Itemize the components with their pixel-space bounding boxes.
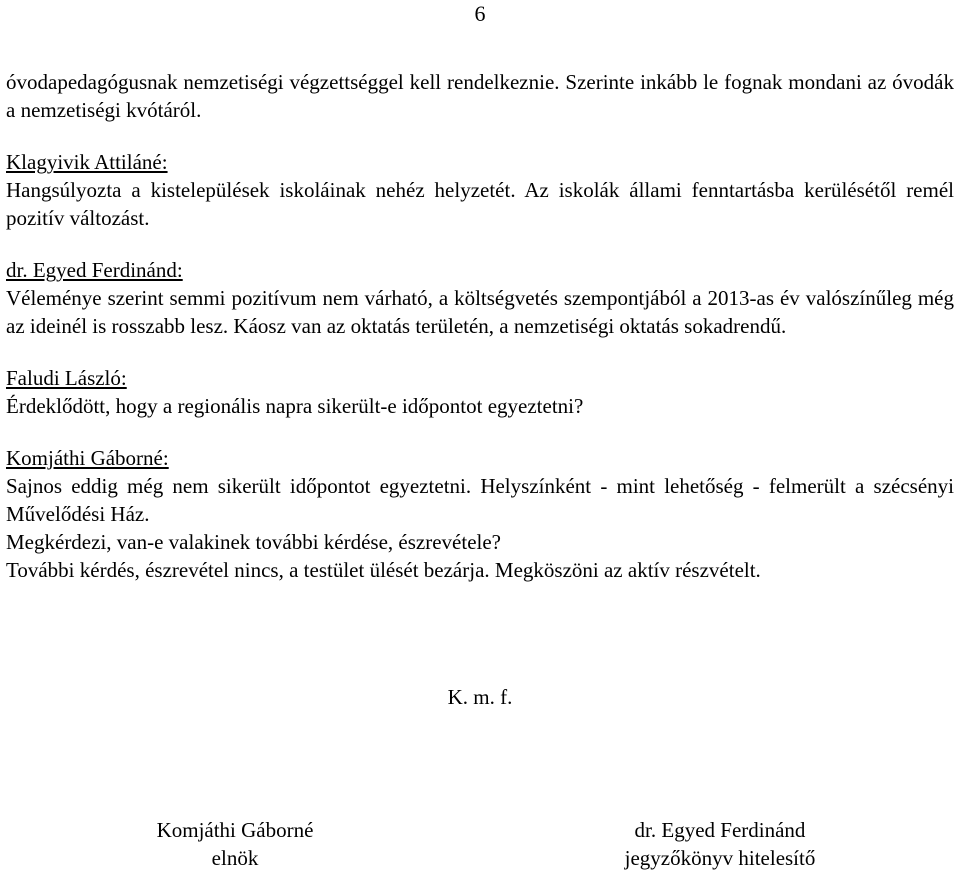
paragraph-school-situation: Hangsúlyozta a kistelepülések iskoláinak nehéz helyzetét. Az iskolák állami fenntartásba kerülésétől remél pozitív változást. bbox=[6, 178, 954, 230]
block-egyed bbox=[6, 256, 954, 340]
paragraph-venue-answer: Sajnos eddig még nem sikerült időpontot egyeztetni. Helyszínként - mint lehetőség - felmerült a szécsényi Művelődési Ház. bbox=[6, 474, 954, 526]
closing-formula: K. m. f. bbox=[447, 685, 513, 709]
signatory-role: jegyzőkönyv hitelesítő bbox=[624, 846, 816, 870]
block-intro bbox=[6, 68, 954, 124]
paragraph-budget-opinion: Véleménye szerint semmi pozitívum nem várható, a költségvetés szempontjából a 2013-as év valószínűleg még az ideinél is rosszabb lesz. Káosz van az oktatás területén, a nemzetiségi oktatás sokadrendű. bbox=[6, 286, 954, 338]
block-klagyivik bbox=[6, 148, 954, 232]
page-number: 6 bbox=[474, 1, 486, 26]
paragraph-further-questions: Megkérdezi, van-e valakinek további kérdése, észrevétele? bbox=[6, 530, 501, 554]
signatory-name: Komjáthi Gáborné bbox=[156, 818, 314, 842]
spacer bbox=[6, 124, 954, 148]
speaker-name: Klagyivik Attiláné: bbox=[6, 150, 168, 174]
paragraph-regional-day-question: Érdeklődött, hogy a regionális napra sikerült-e időpontot egyeztetni? bbox=[6, 394, 584, 418]
signature-chair bbox=[95, 816, 375, 872]
signatory-name: dr. Egyed Ferdinánd bbox=[634, 818, 806, 842]
signatory-role: elnök bbox=[211, 846, 259, 870]
spacer bbox=[6, 340, 954, 364]
spacer bbox=[6, 420, 954, 444]
block-komjathi bbox=[6, 444, 954, 584]
paragraph-kindergarten-quota: óvodapedagógusnak nemzetiségi végzettséggel kell rendelkeznie. Szerinte inkább le fognak mondani az óvodák a nemzetiségi kvótáról. bbox=[6, 70, 954, 122]
paragraph-meeting-closed: További kérdés, észrevétel nincs, a testület ülését bezárja. Megköszöni az aktív részvételt. bbox=[6, 558, 761, 582]
block-faludi bbox=[6, 364, 954, 420]
speaker-name: dr. Egyed Ferdinánd: bbox=[6, 258, 183, 282]
signature-authenticator bbox=[575, 816, 865, 872]
speaker-name: Komjáthi Gáborné: bbox=[6, 446, 169, 470]
speaker-name: Faludi László: bbox=[6, 366, 127, 390]
minutes-body bbox=[6, 68, 954, 584]
spacer bbox=[6, 232, 954, 256]
